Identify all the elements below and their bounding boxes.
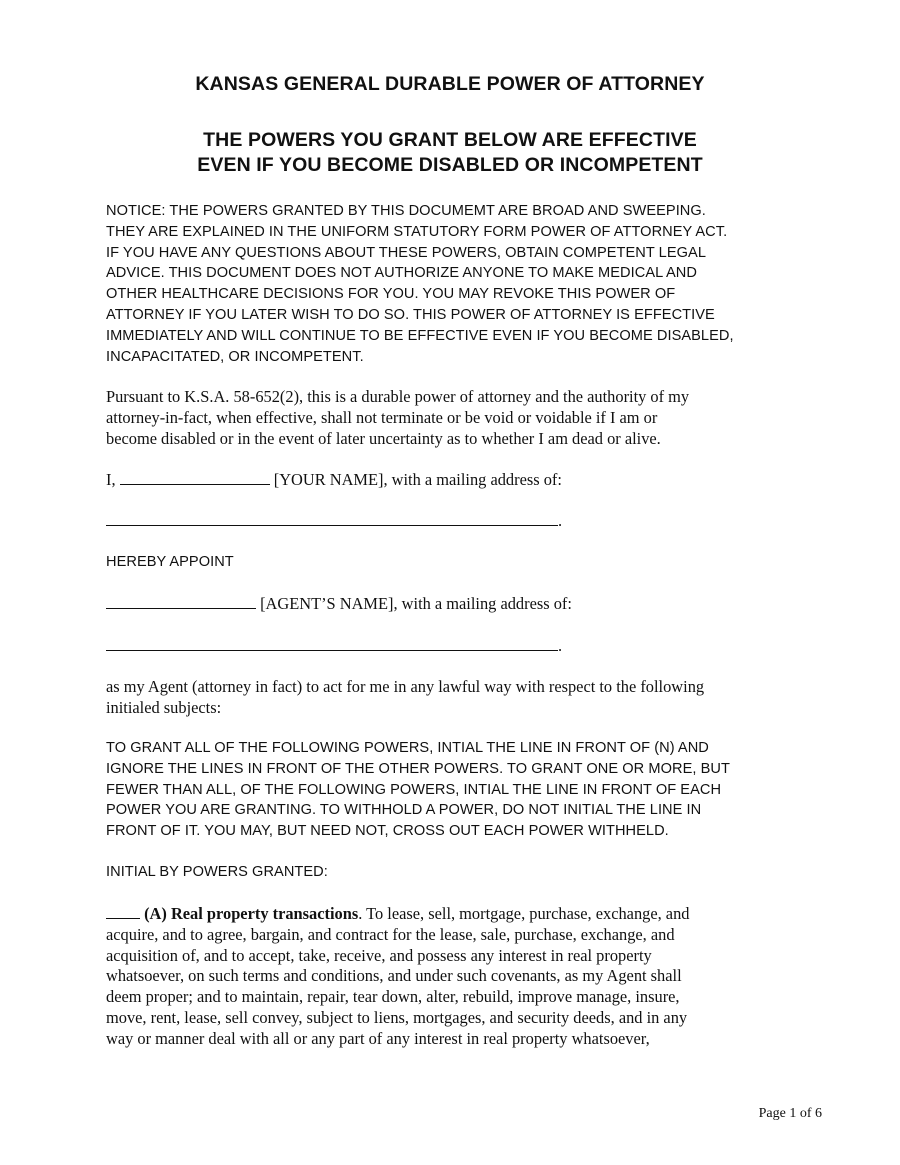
principal-address-line (106, 511, 806, 532)
instruction-line: TO GRANT ALL OF THE FOLLOWING POWERS, INTIAL THE LINE IN FRONT OF (N) AND (106, 740, 709, 756)
notice-line: ATTORNEY IF YOU LATER WISH TO DO SO. THIS POWER OF ATTORNEY IS EFFECTIVE (106, 306, 715, 323)
principal-name-line (106, 470, 806, 491)
power-a-line: move, rent, lease, sell convey, subject to liens, mortgages, and security deeds, and in any (106, 1007, 688, 1027)
instruction-paragraph (106, 738, 806, 842)
instruction-line: FEWER THAN ALL, OF THE FOLLOWING POWERS, INTIAL THE LINE IN FRONT OF EACH (106, 781, 722, 798)
document-title: KANSAS GENERAL DURABLE POWER OF ATTORNEY (195, 73, 705, 95)
power-a-line: acquire, and to agree, bargain, and contract for the lease, sale, purchase, exchange, and (106, 924, 675, 944)
power-a-line: way or manner deal with all or any part of any interest in real property whatsoever, (106, 1028, 650, 1048)
principal-address-suffix: . (558, 511, 563, 530)
notice-line: INCAPACITATED, OR INCOMPETENT. (106, 348, 364, 365)
power-a-paragraph (106, 904, 806, 1050)
notice-line: THEY ARE EXPLAINED IN THE UNIFORM STATUTORY FORM POWER OF ATTORNEY ACT. (106, 223, 728, 240)
notice-line: OTHER HEALTHCARE DECISIONS FOR YOU. YOU MAY REVOKE THIS POWER OF (106, 286, 676, 303)
power-a-first-line: . To lease, sell, mortgage, purchase, exchange, and (358, 904, 690, 923)
subtitle-line-2: EVEN IF YOU BECOME DISABLED OR INCOMPETENT (197, 154, 703, 176)
instruction-line: FRONT OF IT. YOU MAY, BUT NEED NOT, CROSS OUT EACH POWER WITHHELD. (106, 823, 669, 840)
principal-prefix: I, (106, 470, 120, 489)
notice-line: NOTICE: THE POWERS GRANTED BY THIS DOCUMEMT ARE BROAD AND SWEEPING. (106, 203, 706, 219)
agent-name-field[interactable] (106, 594, 256, 609)
power-a-heading: (A) Real property transactions (140, 904, 359, 923)
power-a-line: deem proper; and to maintain, repair, tear down, alter, rebuild, improve manage, insure, (106, 987, 680, 1007)
notice-line: IF YOU HAVE ANY QUESTIONS ABOUT THESE POWERS, OBTAIN COMPETENT LEGAL (106, 244, 706, 261)
appoint-heading: HEREBY APPOINT (106, 554, 234, 570)
agent-address-line (106, 636, 806, 657)
principal-address-field[interactable] (106, 511, 558, 526)
notice-line: ADVICE. THIS DOCUMENT DOES NOT AUTHORIZE ANYONE TO MAKE MEDICAL AND (106, 265, 697, 282)
principal-name-label: [YOUR NAME], with a mailing address of: (269, 470, 562, 489)
statute-line: attorney-in-fact, when effective, shall not terminate or be void or voidable if I am or (106, 407, 658, 427)
agent-address-suffix: . (558, 636, 563, 655)
power-a-initial-field[interactable] (106, 904, 140, 919)
statute-line: Pursuant to K.S.A. 58-652(2), this is a durable power of attorney and the authority of my (106, 387, 690, 406)
agent-name-label: [AGENT’S NAME], with a mailing address of: (256, 594, 572, 613)
instruction-line: POWER YOU ARE GRANTING. TO WITHHOLD A POWER, DO NOT INITIAL THE LINE IN (106, 802, 702, 819)
instruction-line: IGNORE THE LINES IN FRONT OF THE OTHER POWERS. TO GRANT ONE OR MORE, BUT (106, 760, 730, 777)
power-a-line: whatsoever, on such terms and conditions, and under such covenants, as my Agent shall (106, 966, 682, 986)
initial-heading: INITIAL BY POWERS GRANTED: (106, 864, 328, 880)
subtitle-line-1: THE POWERS YOU GRANT BELOW ARE EFFECTIVE (203, 129, 697, 151)
principal-name-field[interactable] (120, 470, 270, 485)
notice-line: IMMEDIATELY AND WILL CONTINUE TO BE EFFECTIVE EVEN IF YOU BECOME DISABLED, (106, 327, 734, 344)
statute-paragraph (106, 387, 806, 449)
statute-line: become disabled or in the event of later uncertainty as to whether I am dead or alive. (106, 428, 661, 448)
agent-name-line (106, 594, 806, 615)
page-number: Page 1 of 6 (758, 1106, 822, 1121)
power-a-line: acquisition of, and to accept, take, receive, and possess any interest in real property (106, 945, 652, 965)
agent-address-field[interactable] (106, 636, 558, 651)
agent-role-line: initialed subjects: (106, 697, 222, 717)
notice-paragraph (106, 201, 806, 367)
agent-role-line: as my Agent (attorney in fact) to act for me in any lawful way with respect to the following (106, 677, 705, 696)
agent-role-paragraph (106, 677, 806, 719)
